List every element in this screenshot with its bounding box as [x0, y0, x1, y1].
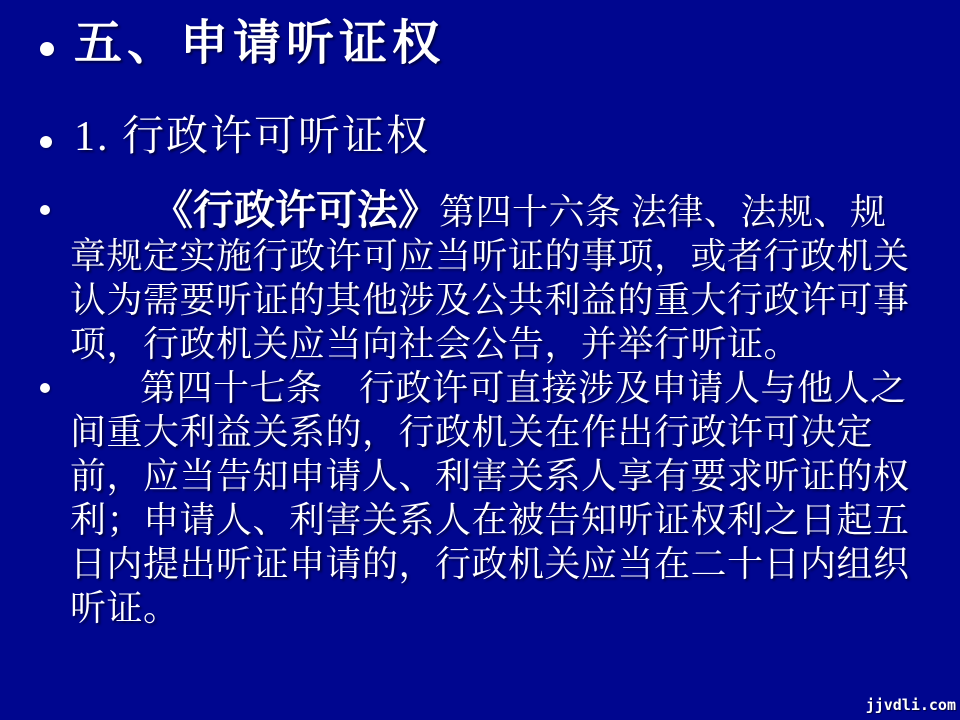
law-title-text: 《行政许可法》 — [152, 187, 439, 233]
paragraph-article-46 — [0, 188, 930, 366]
bullet-icon — [40, 42, 54, 56]
paragraph-text — [70, 188, 920, 366]
article-47-text: 第四十七条 行政许可直接涉及申请人与他人之间重大利益关系的，行政机关在作出行政许可决定前，应当告知申请人、利害关系人享有要求听证的权利；申请人、利害关系人在被告知听证权利之日起五日内提出听证申请的，行政机关应当在二十日内组织听证。 — [70, 368, 910, 628]
title-line — [0, 14, 960, 74]
subtitle-line — [0, 110, 960, 164]
slide-subtitle: 1. 行政许可听证权 — [74, 114, 431, 160]
bullet-icon — [40, 205, 50, 215]
bullet-icon — [40, 136, 52, 148]
page-title: 五、申请听证权 — [74, 17, 446, 70]
article-46-text: 第四十六条 法律、法规、规章规定实施行政许可应当听证的事项，或者行政机关认为需要听证的其他涉及公共利益的重大行政许可事项，行政机关应当向社会公告，并举行听证。 — [70, 192, 910, 364]
watermark-url: jjvdli.com — [865, 696, 956, 714]
paragraph-text — [70, 366, 920, 630]
paragraph-article-47 — [0, 366, 930, 630]
bullet-icon — [40, 383, 50, 393]
